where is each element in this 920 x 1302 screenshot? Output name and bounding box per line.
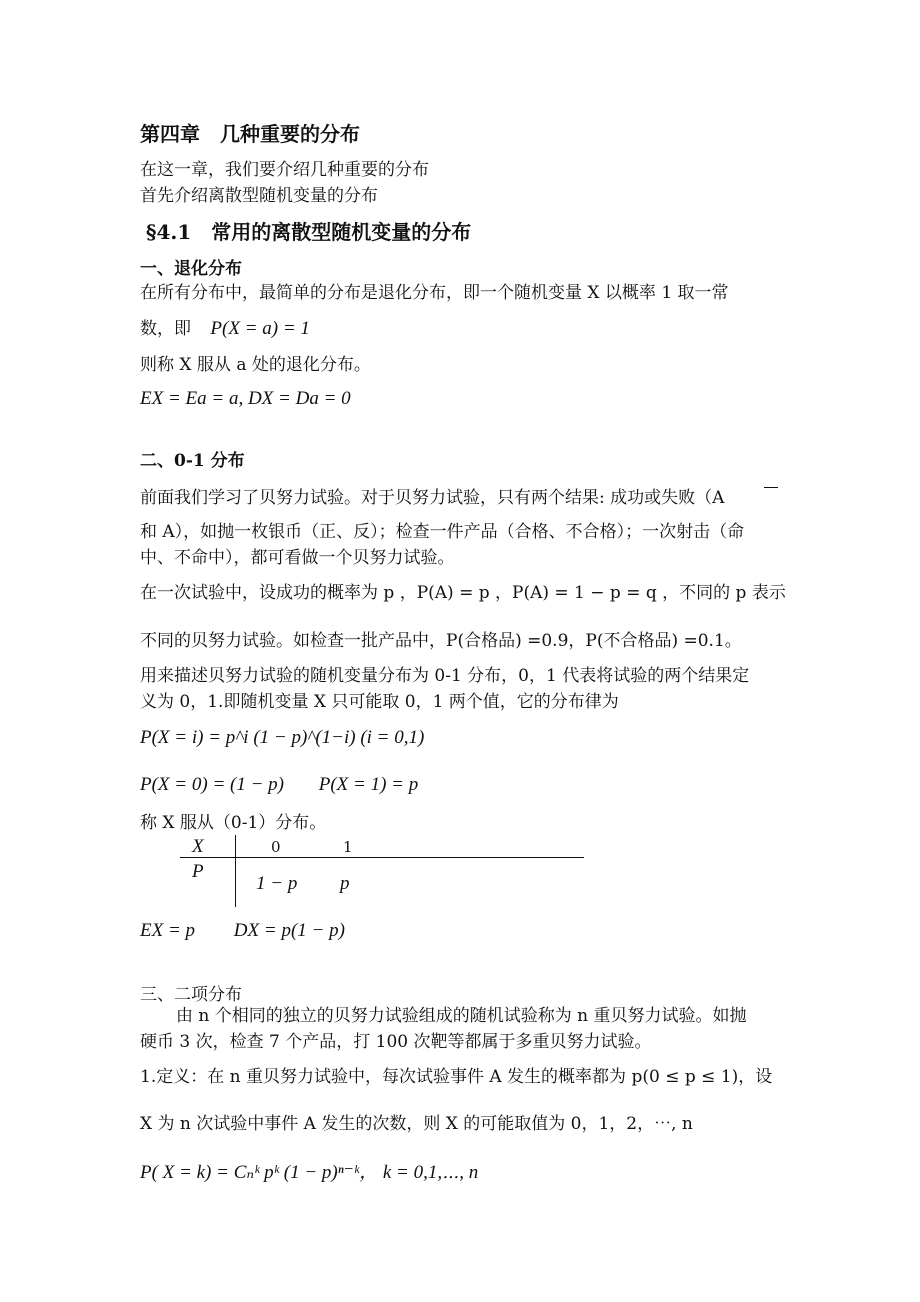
paragraph-text: 数，即 [140,319,191,339]
paragraph-line: 则称 X 服从 a 处的退化分布。 [140,355,371,375]
formula-part: P(X = 0) = (1 − p) [140,774,284,795]
table-rule [180,857,584,858]
intro-line-2: 首先介绍离散型随机变量的分布 [140,186,378,206]
table-vertical-rule [235,835,236,907]
table-prob: p [340,873,350,894]
intro-line-1: 在这一章，我们要介绍几种重要的分布 [140,160,429,180]
chapter-title: 第四章 几种重要的分布 [140,122,360,146]
formula: P(X = a) = 1 [210,318,310,339]
formula: EX = Ea = a, DX = Da = 0 [140,388,351,409]
expectation: EX = p [140,920,196,941]
paragraph-line: 称 X 服从（0-1）分布。 [140,813,327,833]
formula [140,920,345,943]
subsection-heading-degenerate: 一、退化分布 [140,259,242,279]
section-title: §4.1 常用的离散型随机变量的分布 [146,220,472,244]
paragraph-line: 用来描述贝努力试验的随机变量分布为 0-1 分布，0，1 代表将试验的两个结果定 [140,666,750,686]
formula: P(X = i) = p^i (1 − p)^(1−i) (i = 0,1) [140,727,425,748]
paragraph-line: 义为 0，1.即随机变量 X 只可能取 0，1 两个值，它的分布律为 [140,692,619,712]
paragraph-line: 硬币 3 次，检查 7 个产品，打 100 次靶等都属于多重贝努力试验。 [140,1032,652,1052]
paragraph-line [140,318,310,341]
table-header-label: X [192,836,204,857]
paragraph-line: 1.定义：在 n 重贝努力试验中，每次试验事件 A 发生的概率都为 p(0 ≤ p ≤ 1)，设 [140,1067,773,1087]
table-value: 1 [343,838,353,856]
subsection-heading-bernoulli: 二、0-1 分布 [140,451,245,471]
paragraph-line: 前面我们学习了贝努力试验。对于贝努力试验，只有两个结果: 成功或失败（A [140,488,725,508]
paragraph-line: 中、不命中），都可看做一个贝努力试验。 [140,548,455,568]
table-prob: 1 − p [256,873,298,894]
paragraph-line: 由 n 个相同的独立的贝努力试验组成的随机试验称为 n 重贝努力试验。如抛 [176,1006,747,1026]
paragraph-line: 在一次试验中，设成功的概率为 p ，P(A) = p ，P(A) = 1 − p = q ，不同的 p 表示 [140,583,786,603]
formula-part: P(X = 1) = p [318,774,419,795]
paragraph-line: X 为 n 次试验中事件 A 发生的次数，则 X 的可能取值为 0，1，2，⋯, n [140,1114,693,1134]
paragraph-line: 和 A），如抛一枚银币（正、反）；检查一件产品（合格、不合格）；一次射击（命 [140,522,745,542]
subsection-heading-binomial: 三、二项分布 [140,985,242,1005]
overline-mark [764,487,778,488]
formula: P( X = k) = Cₙᵏ pᵏ (1 − p)ⁿ⁻ᵏ， k = 0,1,⋯, n [140,1162,479,1183]
table-value: 0 [271,838,281,856]
formula [140,774,418,797]
table-row-label: P [192,861,204,882]
variance: DX = p(1 − p) [233,920,345,941]
paragraph-line: 在所有分布中，最简单的分布是退化分布，即一个随机变量 X 以概率 1 取一常 [140,283,729,303]
paragraph-line: 不同的贝努力试验。如检查一批产品中，P(合格品) =0.9，P(不合格品) =0.1。 [140,631,742,651]
